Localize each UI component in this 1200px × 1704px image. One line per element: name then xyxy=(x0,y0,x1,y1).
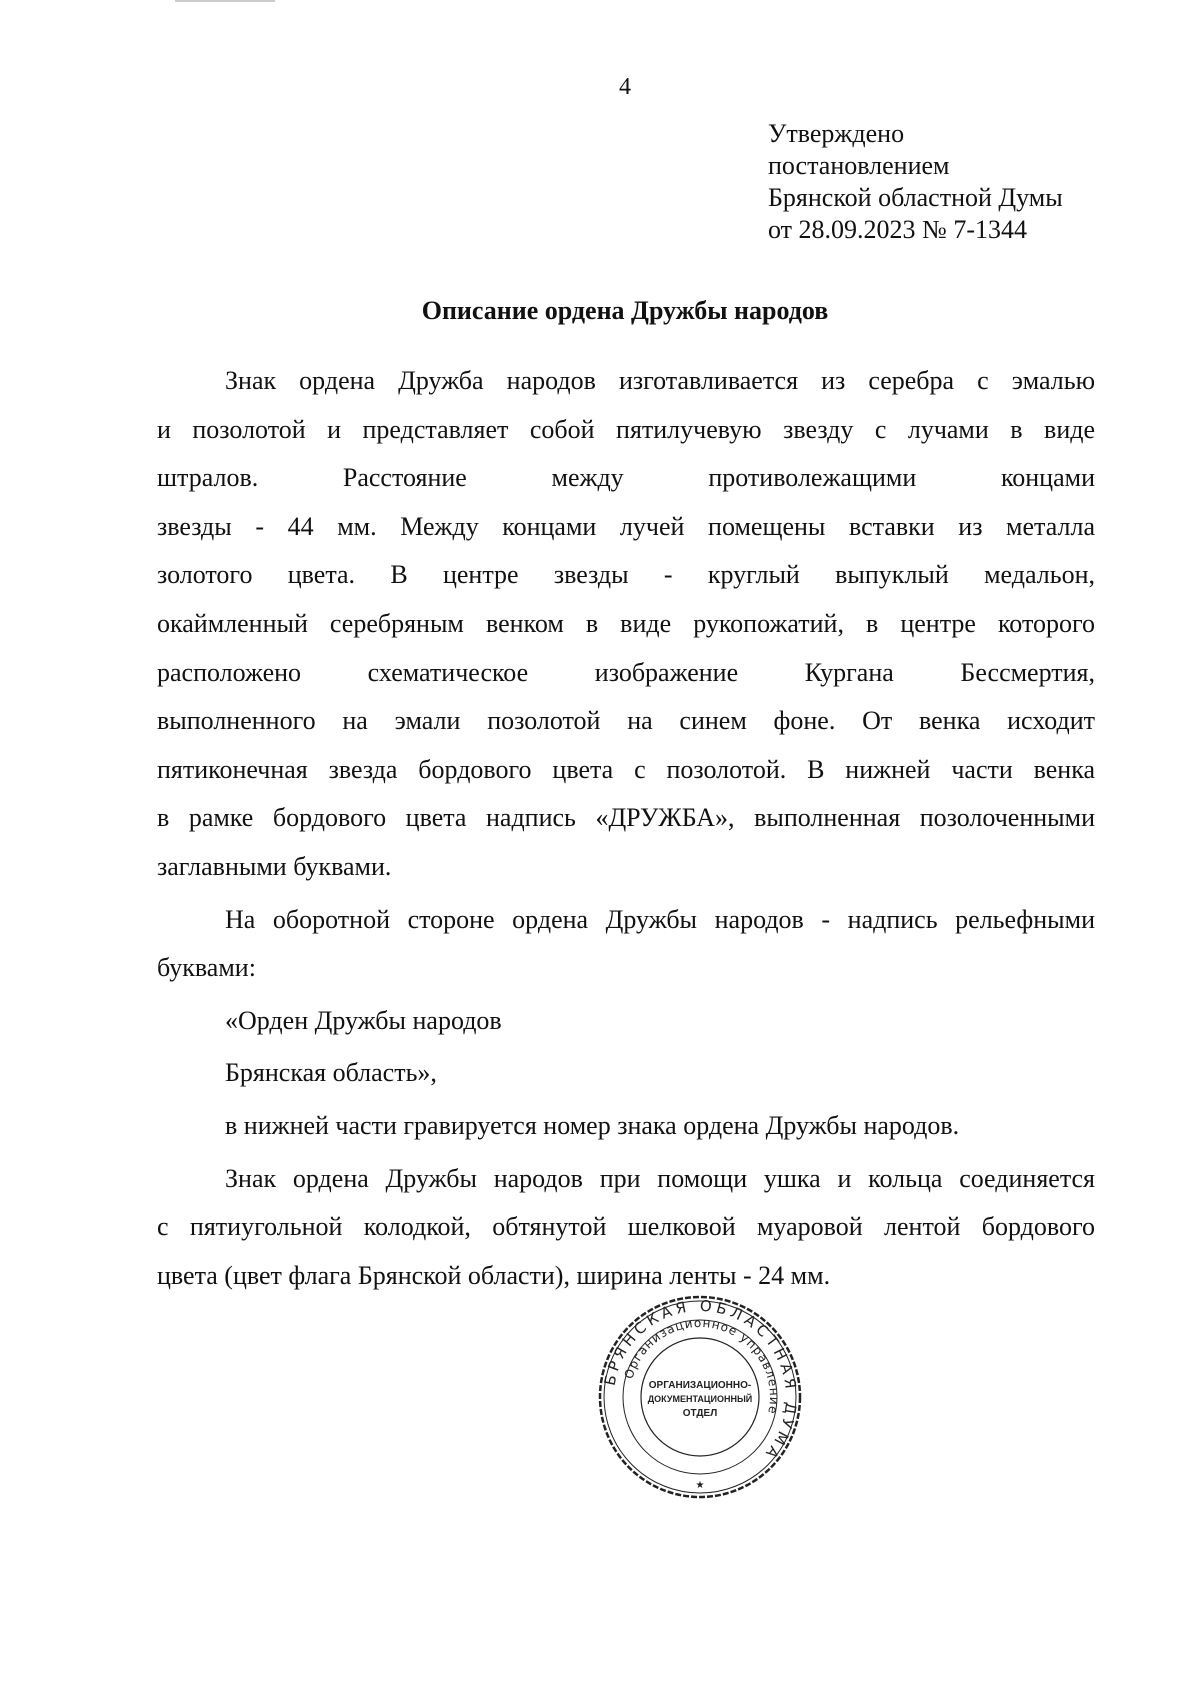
body-line: пятиконечная звезда бордового цвета с позолотой. В нижней части венка xyxy=(157,754,1095,784)
scan-edge-mark xyxy=(175,0,275,2)
inscription-line: Брянская область», xyxy=(225,1058,437,1088)
body-line: окаймленный серебряным венком в виде рукопожатий, в центре которого xyxy=(157,608,1095,638)
seal-inner-text: Организационное управление xyxy=(621,1315,782,1416)
body-line: с пятиугольной колодкой, обтянутой шелковой муаровой лентой бордового xyxy=(157,1212,1095,1242)
body-line: Знак ордена Дружба народов изготавливается из серебра с эмалью xyxy=(225,366,1095,395)
body-line: в рамке бордового цвета надпись «ДРУЖБА», выполненная позолоченными xyxy=(157,803,1095,833)
document-body xyxy=(157,357,1095,1300)
body-line: штралов. Расстояние между противолежащими концами xyxy=(157,463,1095,493)
approval-line: Утверждено xyxy=(768,119,905,148)
seal-center-text: ОРГАНИЗАЦИОННО- xyxy=(648,1380,752,1391)
seal-center-text: ОТДЕЛ xyxy=(682,1408,718,1419)
body-line: буквами: xyxy=(157,953,256,983)
page-number: 4 xyxy=(619,74,631,100)
seal-center-text: ДОКУМЕНТАЦИОННЫЙ xyxy=(647,1394,753,1404)
seal-outer-text: БРЯНСКАЯ ОБЛАСТНАЯ ДУМА xyxy=(600,1296,801,1465)
body-line: выполненного на эмали позолотой на синем фоне. От венка исходит xyxy=(157,706,1095,736)
body-line: и позолотой и представляет собой пятилучевую звезду с лучами в виде xyxy=(157,414,1095,444)
official-seal xyxy=(595,1292,805,1502)
seal-star-icon: ★ xyxy=(695,1480,705,1491)
body-line: расположено схематическое изображение Кургана Бессмертия, xyxy=(157,657,1095,687)
body-line: На оборотной стороне ордена Дружбы народов - надпись рельефными xyxy=(225,904,1095,934)
approval-line: от 28.09.2023 № 7-1344 xyxy=(768,215,1027,244)
body-line: золотого цвета. В центре звезды - круглый выпуклый медальон, xyxy=(157,560,1095,590)
approval-block xyxy=(768,118,1063,246)
body-line: в нижней части гравируется номер знака ордена Дружбы народов. xyxy=(225,1110,960,1140)
body-line: звезды - 44 мм. Между концами лучей помещены вставки из металла xyxy=(157,511,1095,541)
inscription-line: «Орден Дружбы народов xyxy=(225,1005,502,1035)
document-title: Описание ордена Дружбы народов xyxy=(421,296,829,325)
approval-line: Брянской областной Думы xyxy=(768,183,1063,212)
body-line: Знак ордена Дружбы народов при помощи ушка и кольца соединяется xyxy=(225,1163,1095,1193)
body-line: заглавными буквами. xyxy=(157,851,392,881)
body-line: цвета (цвет флага Брянской области), ширина ленты - 24 мм. xyxy=(157,1260,831,1290)
approval-line: постановлением xyxy=(768,151,950,180)
